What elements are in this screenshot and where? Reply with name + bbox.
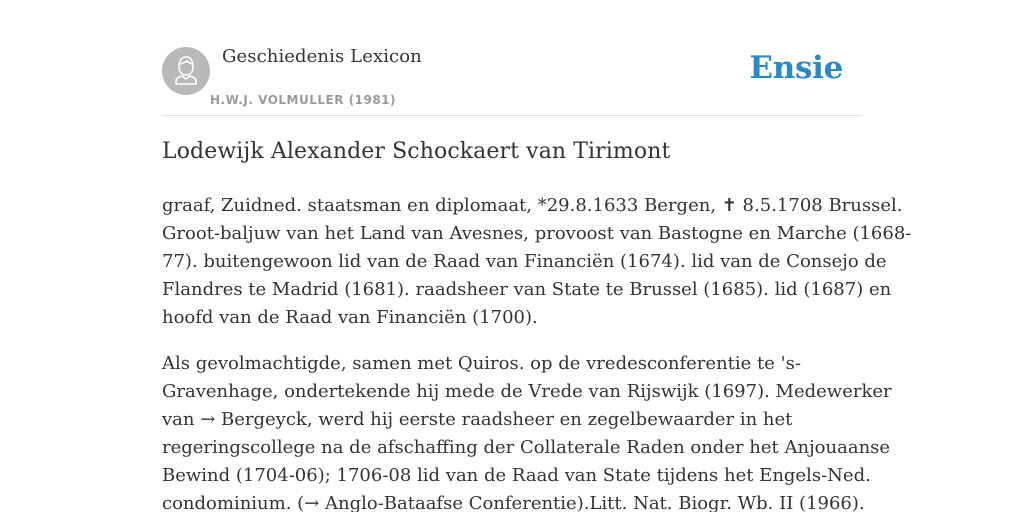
entry-title: Lodewijk Alexander Schockaert van Tirimont (162, 139, 671, 164)
paragraph-line: regeringscollege na de afschaffing der Collaterale Raden onder het Anjouaanse (162, 437, 891, 458)
brand-logo[interactable]: Ensie (749, 50, 843, 86)
entry-body (162, 192, 912, 512)
entry-paragraph-2 (162, 350, 892, 512)
paragraph-line: Flandres te Madrid (1681). raadsheer van State te Brussel (1685). lid (1687) en (162, 279, 892, 300)
paragraph-line: hoofd van de Raad van Financiën (1700). (162, 307, 538, 328)
user-avatar-icon[interactable] (162, 47, 210, 95)
paragraph-line: Als gevolmachtigde, samen met Quiros. op de vredesconferentie te 's- (162, 353, 801, 374)
paragraph-line: 77). buitengewoon lid van de Raad van Financiën (1674). lid van de Consejo de (162, 251, 887, 272)
paragraph-line: Gravenhage, ondertekende hij mede de Vrede van Rijswijk (1697). Medewerker (162, 381, 892, 402)
source-author[interactable]: H.W.J. VOLMULLER (1981) (210, 93, 397, 107)
entry-paragraph-1 (162, 192, 912, 332)
source-title[interactable]: Geschiedenis Lexicon (222, 46, 422, 67)
paragraph-line: Bewind (1704-06); 1706-08 lid van de Raad van State tijdens het Engels-Ned. (162, 465, 871, 486)
source-header (162, 46, 862, 116)
user-avatar-icon-graphic (162, 47, 210, 95)
paragraph-line: graaf, Zuidned. staatsman en diplomaat, *29.8.1633 Bergen, ✝ 8.5.1708 Brussel. (162, 195, 903, 216)
paragraph-line: van → Bergeyck, werd hij eerste raadsheer en zegelbewaarder in het (162, 409, 793, 430)
paragraph-line: Groot-baljuw van het Land van Avesnes, provoost van Bastogne en Marche (1668- (162, 223, 912, 244)
paragraph-line: condominium. (→ Anglo-Bataafse Conferentie).Litt. Nat. Biogr. Wb. II (1966). (162, 493, 865, 512)
